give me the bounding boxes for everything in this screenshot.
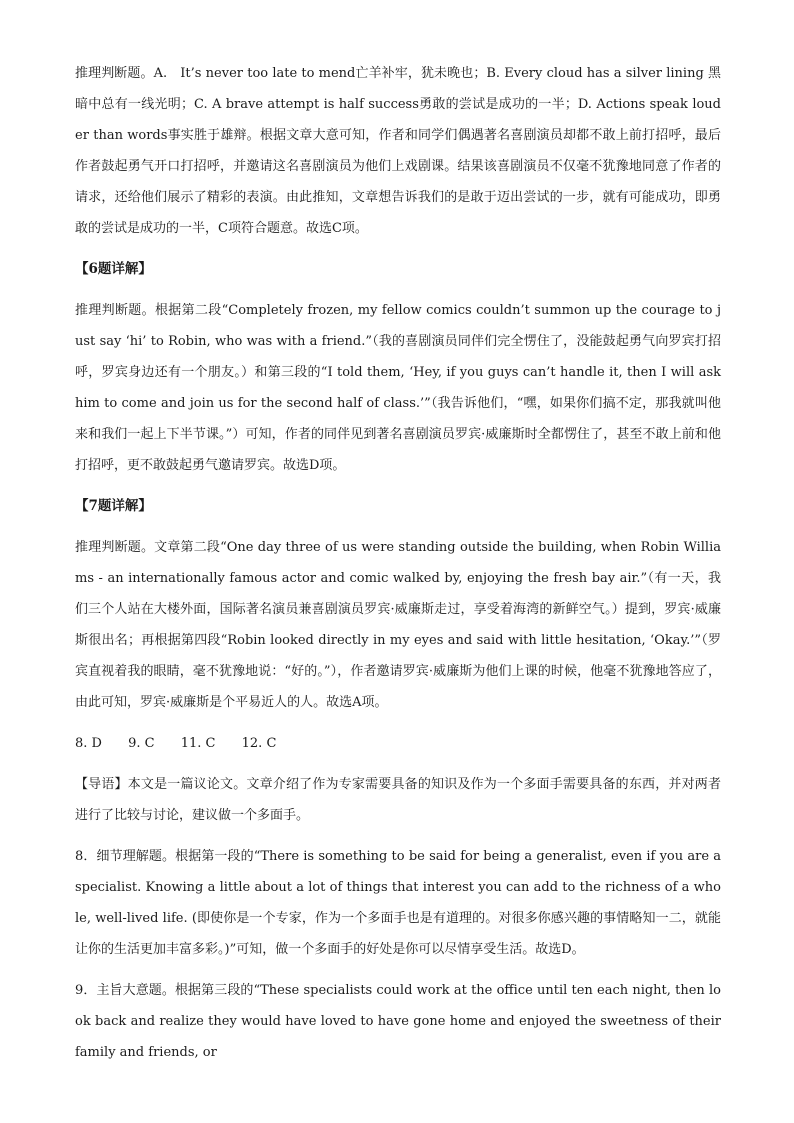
paragraph-question-9-explanation: 9．主旨大意题。根据第三段的“These specialists could work at the office until ten each night, then look back and realize they would have loved to have gone home and enjoyed the sweetness of their family and friends, or bbox=[75, 983, 721, 1060]
paragraph-question-5-explanation: 推理判断题。A. It’s never too late to mend亡羊补牢，犹未晚也；B. Every cloud has a silver lining 黑暗中总有一线光明；C. A brave attempt is half success勇敢的尝试是成功的一半；D. Actions speak louder than words事实胜于雄辩。根据文章大意可知，作者和同学们偶遇著名喜剧演员却都不敢上前打招呼，最后作者鼓起勇气开口打招呼，并邀请这名喜剧演员为他们上戏剧课。结果该喜剧演员不仅毫不犹豫地同意了作者的请求，还给他们展示了精彩的表演。由此推知，文章想告诉我们的是敢于迈出尝试的一步，就有可能成功，即勇敢的尝试是成功的一半，C项符合题意。故选C项。 bbox=[75, 66, 721, 236]
paragraph-question-8-explanation: 8．细节理解题。根据第一段的“There is something to be said for being a generalist, even if you are a specialist. Knowing a little about a lot of things that interest you can add to the richness of a whole, well-lived life. (即使你是一个专家，作为一个多面手也是有道理的。对很多你感兴趣的事情略知一二，就能让你的生活更加丰富多彩。)”可知，做一个多面手的好处是你可以尽情享受生活。故选D。 bbox=[75, 849, 721, 957]
answer-item: 8. D bbox=[75, 736, 102, 751]
answer-key-line bbox=[75, 728, 721, 759]
answer-item: 11. C bbox=[180, 736, 216, 751]
paragraph-passage-intro: 【导语】本文是一篇议论文。文章介绍了作为专家需要具备的知识及作为一个多面手需要具备的东西，并对两者进行了比较与讨论，建议做一个多面手。 bbox=[75, 777, 721, 823]
answer-item: 9. C bbox=[128, 736, 155, 751]
paragraph-question-6-explanation: 推理判断题。根据第二段“Completely frozen, my fellow comics couldn’t summon up the courage to just say ‘hi’ to Robin, who was with a friend.”（我的喜剧演员同伴们完全愣住了，没能鼓起勇气向罗宾打招呼，罗宾身边还有一个朋友。）和第三段的“I told them, ‘Hey, if you guys can’t handle it, then I will ask him to come and join us for the second half of class.’”（我告诉他们，“嘿，如果你们搞不定，那我就叫他来和我们一起上下半节课。”）可知，作者的同伴见到著名喜剧演员罗宾·威廉斯时全都愣住了，甚至不敢上前和他打招呼，更不敢鼓起勇气邀请罗宾。故选D项。 bbox=[75, 303, 721, 473]
answer-item: 12. C bbox=[241, 736, 277, 751]
document-page bbox=[75, 58, 721, 1078]
heading-question-7: 【7题详解】 bbox=[75, 498, 152, 514]
paragraph-question-7-explanation: 推理判断题。文章第二段“One day three of us were standing outside the building, when Robin Williams - an internationally famous actor and comic walked by, enjoying the fresh bay air.”（有一天，我们三个人站在大楼外面，国际著名演员兼喜剧演员罗宾·威廉斯走过，享受着海湾的新鲜空气。）提到，罗宾·威廉斯很出名；再根据第四段“Robin looked directly in my eyes and said with little hesitation, ‘Okay.’”（罗宾直视着我的眼睛，毫不犹豫地说：“好的。”），作者邀请罗宾·威廉斯为他们上课的时候，他毫不犹豫地答应了，由此可知，罗宾·威廉斯是个平易近人的人。故选A项。 bbox=[75, 540, 721, 710]
heading-question-6: 【6题详解】 bbox=[75, 261, 152, 277]
